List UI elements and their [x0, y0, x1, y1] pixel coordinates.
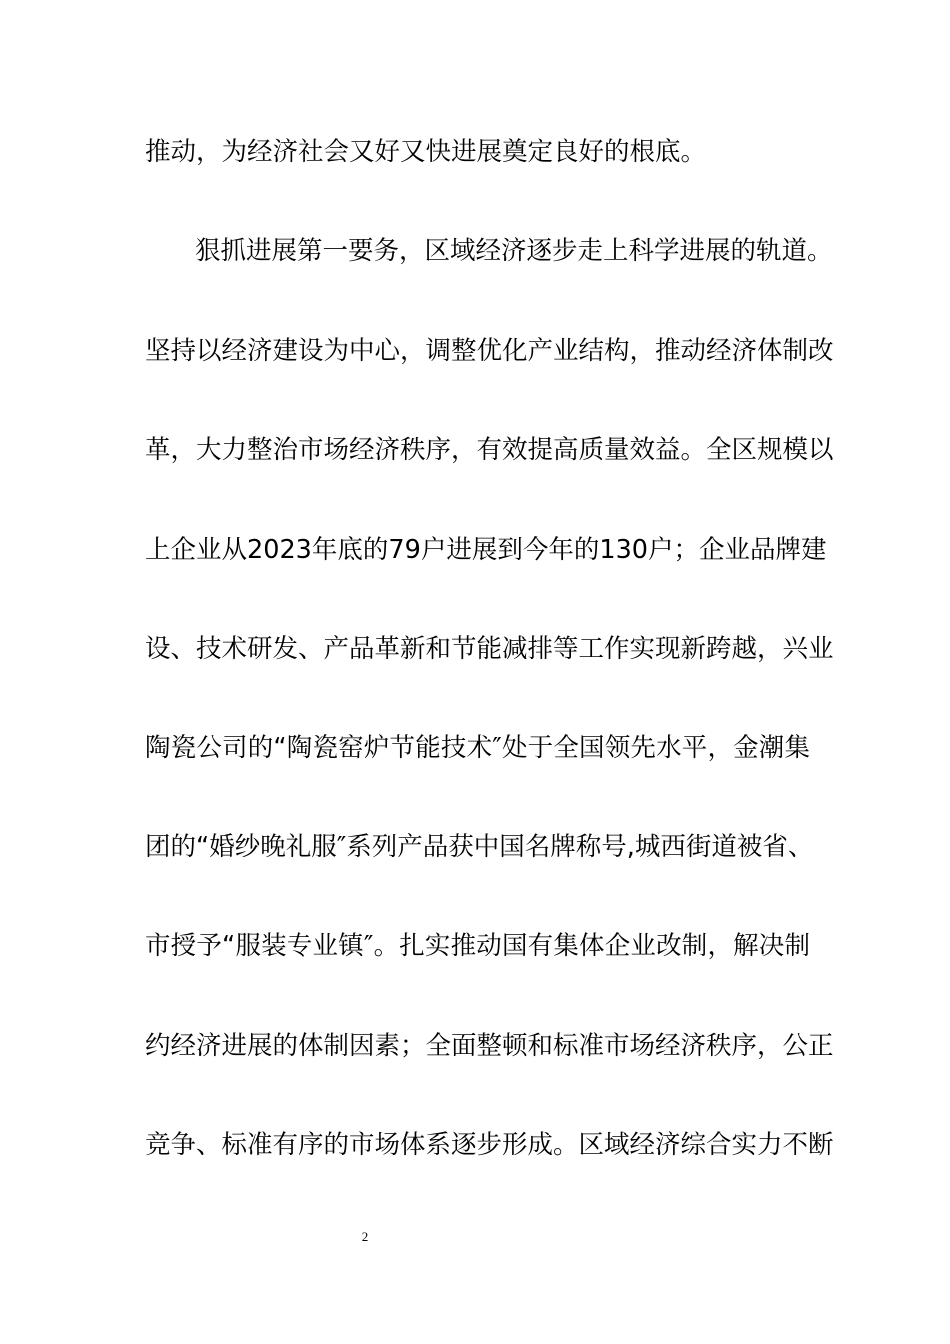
text-line: 设、技术研发、产品革新和节能减排等工作实现新跨越，兴业 — [145, 634, 834, 664]
text-line: 坚持以经济建设为中心，调整优化产业结构，推动经济体制改 — [145, 336, 834, 366]
text-line: 约经济进展的体制因素；全面整顿和标准市场经济秩序，公正 — [145, 1031, 834, 1061]
text-line: 竞争、标准有序的市场体系逐步形成。区域经济综合实力不断 — [145, 1130, 834, 1160]
text-line: 上企业从2023年底的79户进展到今年的130户；企业品牌建 — [145, 535, 827, 565]
text-line: 狠抓进展第一要务，区域经济逐步走上科学进展的轨道。 — [195, 236, 833, 266]
text-line: 革，大力整治市场经济秩序，有效提高质量效益。全区规模以 — [145, 435, 834, 465]
text-line: 推动，为经济社会又好又快进展奠定良好的根底。 — [145, 137, 707, 167]
text-line: 陶瓷公司的“陶瓷窑炉节能技术″处于全国领先水平，金潮集 — [145, 733, 810, 763]
text-line: 市授予“服装专业镇″。扎实推动国有集体企业改制，解决制 — [145, 931, 810, 961]
page-number: 2 — [361, 1229, 369, 1244]
text-line: 团的“婚纱晚礼服″系列产品获中国名牌称号,城西街道被省、 — [145, 832, 814, 862]
